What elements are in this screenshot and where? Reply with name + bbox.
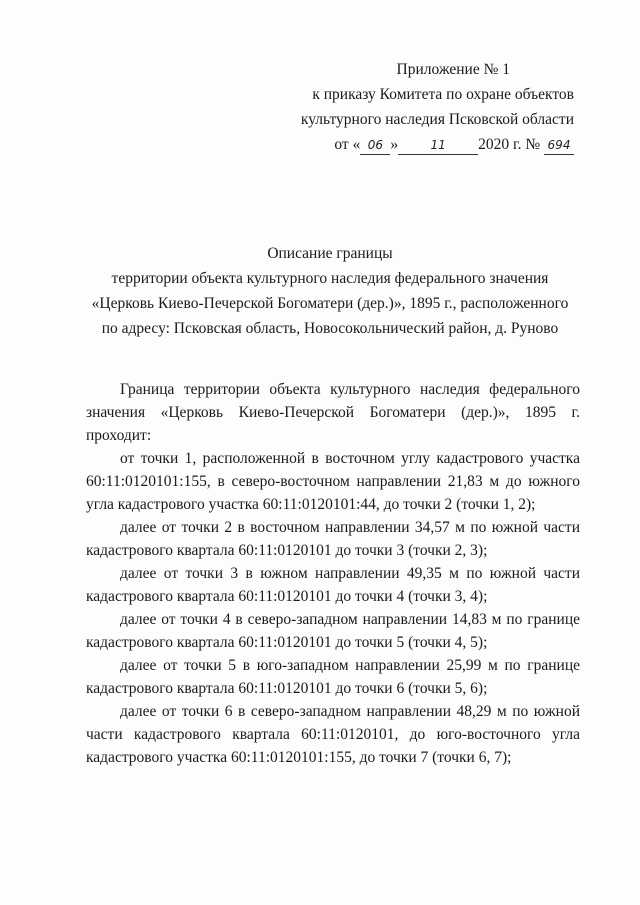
date-month-handwritten: 11 [430, 138, 446, 152]
document-title [60, 241, 600, 341]
date-day-field [360, 136, 390, 155]
segment-line: кадастрового участка 60:11:0120101:155, до точки 7 (точки 6, 7); [86, 749, 512, 766]
segment-paragraph [86, 516, 580, 562]
title-line-2: территории объекта культурного наследия федерального значения [111, 270, 549, 287]
title-line-3: «Церковь Киево-Печерской Богоматери (дер.)», 1895 г., расположенного [91, 295, 569, 312]
segment-line: далее от точки 4 в северо-западном направлении 14,83 м по границе [120, 611, 580, 628]
segment-line: далее от точки 3 в южном направлении 49,35 м по южной части [120, 565, 580, 582]
segment-paragraph [86, 654, 580, 700]
date-month-field [398, 136, 478, 155]
segment-line: 60:11:0120101:155, в северо-восточном направлении 21,83 м до южного [86, 473, 580, 490]
segment-line: далее от точки 6 в северо-западном направлении 48,29 м по южной [120, 703, 580, 720]
segment-line: угла кадастрового участка 60:11:0120101:44, до точки 2 (точки 1, 2); [86, 496, 536, 513]
date-day-handwritten: 06 [367, 138, 383, 152]
date-prefix: от « [334, 136, 361, 153]
intro-paragraph [86, 378, 580, 447]
appendix-header [274, 57, 574, 157]
order-reference-line: к приказу Комитета по охране объектов [312, 86, 574, 103]
title-line-4: по адресу: Псковская область, Новосокольнический район, д. Руново [101, 320, 559, 337]
segment-paragraph [86, 447, 580, 516]
segment-line: от точки 1, расположенной в восточном углу кадастрового участка [120, 450, 580, 467]
intro-line: Граница территории объекта культурного наследия федерального [120, 381, 580, 398]
intro-line: значения «Церковь Киево-Печерской Богоматери (дер.)», 1895 г. [86, 404, 580, 421]
segment-line: кадастрового квартала 60:11:0120101 до точки 6 (точки 5, 6); [86, 680, 488, 697]
segment-paragraph [86, 562, 580, 608]
appendix-number: Приложение № 1 [396, 61, 510, 78]
order-date-line [274, 132, 574, 157]
segment-line: далее от точки 2 в восточном направлении 34,57 м по южной части [120, 519, 580, 536]
order-number-handwritten: 694 [547, 138, 571, 152]
committee-name-line: культурного наследия Псковской области [300, 111, 574, 128]
date-year-label: 2020 г. № [478, 136, 541, 153]
segment-paragraph [86, 608, 580, 654]
date-separator: » [390, 136, 399, 153]
intro-line: проходит: [86, 427, 152, 444]
title-line-1: Описание границы [267, 245, 393, 262]
segment-line: далее от точки 5 в юго-западном направлении 25,99 м по границе [120, 657, 580, 674]
segment-paragraph [86, 700, 580, 769]
boundary-description [86, 378, 580, 769]
order-number-field [544, 136, 574, 155]
segment-line: кадастрового квартала 60:11:0120101 до точки 5 (точки 4, 5); [86, 634, 488, 651]
segment-line: части кадастрового квартала 60:11:0120101, до юго-восточного угла [86, 726, 580, 743]
segment-line: кадастрового квартала 60:11:0120101 до точки 3 (точки 2, 3); [86, 542, 488, 559]
segment-line: кадастрового квартала 60:11:0120101 до точки 4 (точки 3, 4); [86, 588, 488, 605]
